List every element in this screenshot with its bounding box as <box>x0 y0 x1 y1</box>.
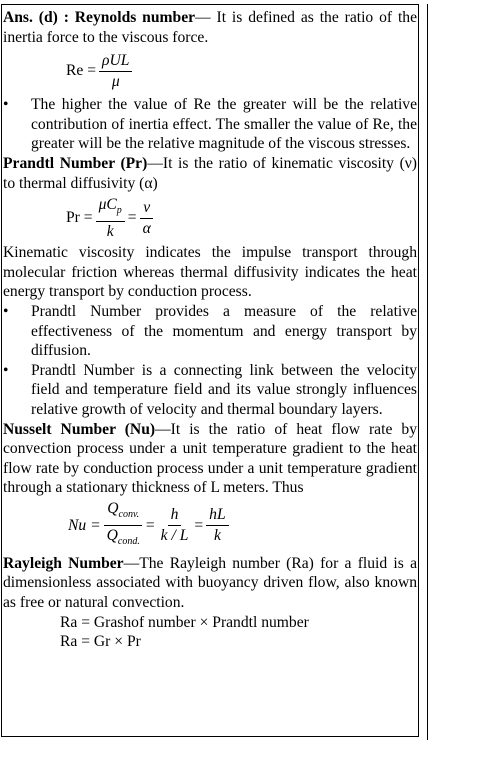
nu-numerator-2: h <box>168 505 182 526</box>
reynolds-bullet-text: The higher the value of Re the greater will be the relative contribution of inertia effect. The smaller the value of Re, the greater will be the relative magnitude of the viscous stresses. <box>31 96 417 153</box>
nu-lhs: Nu = <box>68 517 101 535</box>
re-lhs: Re = <box>66 62 97 80</box>
reynolds-definition: — It is defined as the ratio of the inertia force to the viscous force. <box>3 9 418 46</box>
pr-denominator-1: k <box>106 222 114 240</box>
re-fraction <box>99 51 132 92</box>
pr-equals: = <box>127 209 137 227</box>
nusselt-equation <box>3 500 417 552</box>
pr-numerator-1: $\mu C_p$ <box>96 195 125 222</box>
reynolds-equation <box>3 49 417 93</box>
prandtl-label: Prandtl Number (Pr) <box>3 154 148 172</box>
nu-numerator-3: hL <box>206 505 228 526</box>
nu-equals-1: = <box>145 517 155 535</box>
pr-numerator-2: ν <box>140 198 153 219</box>
nu-equals-2: = <box>194 517 204 535</box>
bullet-icon: • <box>3 96 9 114</box>
prandtl-bullet-text: Prandtl Number provides a measure of the relative effectiveness of the momentum and energy transport by diffusion. <box>31 302 417 360</box>
nu-numerator-1: $Q_{conv.}$ <box>104 499 142 526</box>
prandtl-paragraph <box>3 154 417 193</box>
pr-fraction-2 <box>140 198 154 239</box>
nusselt-definition: —It is the ratio of heat flow rate by convection process under a unit temperature gradient to the heat flow rate by conduction process under a unit temperature gradient through a stationary thickness of L meters. Thus <box>3 420 417 497</box>
nu-denominator-2: k / L <box>160 527 189 545</box>
reynolds-bullet <box>3 95 417 154</box>
pr-lhs: Pr = <box>66 209 93 227</box>
nu-fraction-1 <box>104 499 143 552</box>
pr-fraction-1 <box>96 195 125 242</box>
prandtl-bullet-2 <box>3 361 417 420</box>
rayleigh-equation-2: Ra = Gr × Pr <box>60 633 141 651</box>
rayleigh-definition: —The Rayleigh number (Ra) for a fluid is a dimensionless associated with buoyancy driven flow, also known as free or natural convection. <box>3 554 417 612</box>
reynolds-paragraph <box>3 8 417 47</box>
pr-denominator-2: α <box>142 219 151 237</box>
answer-content <box>3 8 417 652</box>
nusselt-paragraph <box>3 420 417 498</box>
nusselt-label: Nusselt Number (Nu) <box>3 420 156 438</box>
bullet-icon: • <box>3 302 9 320</box>
re-numerator: ρUL <box>99 51 132 72</box>
bullet-icon: • <box>3 361 9 379</box>
prandtl-definition: —It is the ratio of kinematic viscosity (ν) to thermal diffusivity (α) <box>3 154 418 192</box>
column-divider <box>427 4 428 740</box>
prandtl-equation <box>3 195 417 241</box>
answer-label: Ans. (d) : Reynolds number <box>3 9 196 26</box>
nu-denominator-1: $Q_{cond.}$ <box>106 527 140 548</box>
re-denominator: μ <box>111 72 120 90</box>
rayleigh-label: Rayleigh Number <box>3 554 124 572</box>
prandtl-bullet-text: Prandtl Number is a connecting link between the velocity field and temperature field and its value strongly influences relative growth of velocity and thermal boundary layers. <box>31 361 417 418</box>
rayleigh-equation-1: Ra = Grashof number × Prandtl number <box>60 613 309 631</box>
nu-denominator-3: k <box>213 527 221 545</box>
prandtl-bullet-1 <box>3 302 417 361</box>
rayleigh-paragraph <box>3 554 417 613</box>
kinematic-paragraph: Kinematic viscosity indicates the impulse transport through molecular friction whereas thermal diffusivity indicates the heat energy transport by conduction process. <box>3 244 417 301</box>
nu-fraction-2 <box>158 505 192 546</box>
nu-fraction-3 <box>206 505 228 546</box>
